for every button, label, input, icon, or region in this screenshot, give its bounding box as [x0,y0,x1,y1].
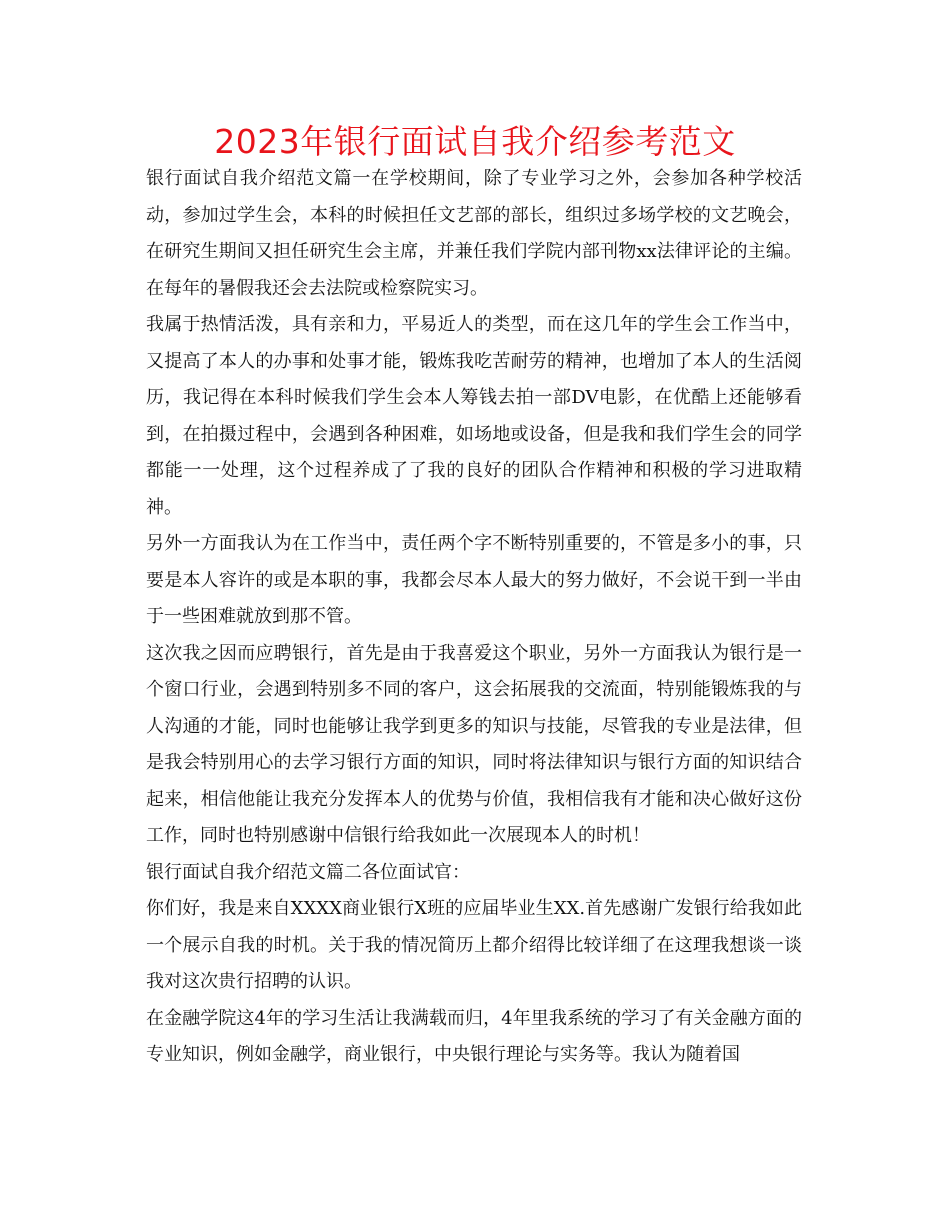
paragraph: 这次我之因而应聘银行，首先是由于我喜爱这个职业，另外一方面我认为银行是一个窗口行业，会遇到特别多不同的客户，这会拓展我的交流面，特别能锻炼我的与人沟通的才能，同时也能够让我学到更多的知识与技能，尽管我的专业是法律，但是我会特别用心的去学习银行方面的知识，同时将法律知识与银行方面的知识结合起来，相信他能让我充分发挥本人的优势与价值，我相信我有才能和决心做好这份工作，同时也特别感谢中信银行给我如此一次展现本人的时机！ [146,642,802,846]
paragraph: 在金融学院这4年的学习生活让我满载而归，4年里我系统的学习了有关金融方面的专业知识，例如金融学，商业银行，中央银行理论与实务等。我认为随着国 [146,1007,802,1065]
paragraph: 我属于热情活泼，具有亲和力，平易近人的类型，而在这几年的学生会工作当中，又提高了本人的办事和处事才能，锻炼我吃苦耐劳的精神，也增加了本人的生活阅历，我记得在本科时候我们学生会本人筹钱去拍一部DV电影，在优酷上还能够看到，在拍摄过程中，会遇到各种困难，如场地或设备，但是我和我们学生会的同学都能一一处理，这个过程养成了了我的良好的团队合作精神和积极的学习进取精神。 [146,314,802,518]
paragraph: 另外一方面我认为在工作当中，责任两个字不断特别重要的，不管是多小的事，只要是本人容许的或是本职的事，我都会尽本人最大的努力做好，不会说干到一半由于一些困难就放到那不管。 [146,533,802,627]
document-title: 2023年银行面试自我介绍参考范文 [214,122,736,161]
document-body [146,161,802,1074]
paragraph: 你们好，我是来自XXXX商业银行X班的应届毕业生XX.首先感谢广发银行给我如此一个展示自我的时机。关于我的情况简历上都介绍得比较详细了在这理我想谈一谈我对这次贵行招聘的认识。 [146,898,802,992]
paragraph: 银行面试自我介绍范文篇一在学校期间，除了专业学习之外，会参加各种学校活动，参加过学生会，本科的时候担任文艺部的部长，组织过多场学校的文艺晚会，在研究生期间又担任研究生会主席，并兼任我们学院内部刊物xx法律评论的主编。在每年的暑假我还会去法院或检察院实习。 [146,168,802,299]
section-heading: 银行面试自我介绍范文篇二各位面试官： [146,861,470,883]
